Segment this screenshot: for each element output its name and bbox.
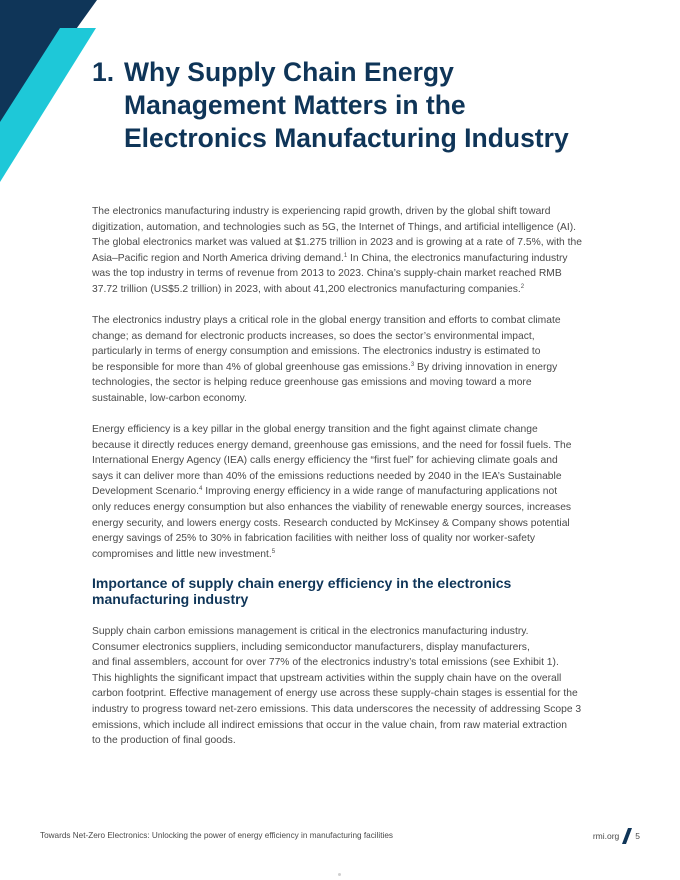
text-line: The global electronics market was valued at $1.275 trillion in 2023 and is growing at a rate of 7.5%, with the [92,237,582,249]
section-subheading [92,575,592,607]
text-line: emissions, which include all indirect emissions that occur in the value chain, from raw material extraction [92,719,568,731]
footnote-ref[interactable]: 4 [199,486,203,493]
text-line: Development Scenario.$^4$ Improving energy efficiency in a wide range of manufacturing applications not [92,486,558,498]
text-line: because it directly reduces energy demand, greenhouse gas emissions, and the need for fossil fuels. The [92,439,572,451]
text-line: only reduces energy consumption but also enhances the viability of renewable energy sources, increases [92,501,572,513]
body-paragraph-3 [92,422,592,562]
body-paragraph-2 [92,313,592,407]
text-line: says it can deliver more than 40% of the emissions reductions needed by 2040 in the IEA’s Sustainable [92,470,562,482]
footer-site-link[interactable]: rmi.org [592,831,620,841]
text-line: industry to progress toward net-zero emissions. This data underscores the necessity of addressing Scope 3 [92,703,582,715]
text-line: carbon footprint. Effective management of energy use across these supply-chain stages is essential for the [92,688,578,700]
text-line: energy security, and lowers energy costs. Research conducted by McKinsey & Company shows potential [92,517,570,529]
footnote-ref[interactable]: 3 [410,361,415,368]
text-line: International Energy Agency (IEA) calls energy efficiency the “first fuel” for achieving climate goals and [92,455,558,467]
text-line: was the top industry in terms of revenue from 2013 to 2023. China’s supply-chain market reached RMB [92,268,562,280]
text-line: compromises and little new investment.$^5$ [92,548,276,560]
footer-report-title: Towards Net-Zero Electronics: Unlocking the power of energy efficiency in manufacturing facilities [40,831,393,840]
section-number: 1. [92,57,115,87]
body-paragraph-1 [92,204,592,298]
page-title [92,56,632,155]
text-line: digitization, automation, and technologies such as 5G, the Internet of Things, and artificial intelligence (AI). [92,221,577,233]
slash-divider-icon [622,828,632,844]
page-number: 5 [635,831,640,841]
subheading-line: Importance of supply chain energy efficiency in the electronics [92,575,512,591]
text-line: sustainable, low-carbon economy. [92,392,247,404]
text-line: The electronics industry plays a critical role in the global energy transition and efforts to combat climate [92,315,561,326]
text-line: be responsible for more than 4% of global greenhouse gas emissions.$^3$ By driving innovation in energy [92,361,558,373]
text-line: This highlights the significant impact that upstream activities within the supply chain have on the overall [92,672,562,684]
page-dot-indicator [338,873,341,876]
footer-page-info [593,829,640,843]
text-line: Consumer electronics suppliers, including semiconductor manufacturers, display manufacturers, [92,641,530,653]
text-line: The electronics manufacturing industry is experiencing rapid growth, driven by the global shift toward [92,206,551,217]
text-line: energy savings of 25% to 30% in fabrication facilities with neither loss of quality nor worker-safety [92,533,535,545]
text-line: and final assemblers, account for over 77% of the electronics industry’s total emissions (see Exhibit 1). [92,657,559,669]
title-line: Why Supply Chain Energy [124,57,454,87]
text-line: change; as demand for electronic products increases, so does the sector’s environmental impact, [92,330,535,342]
text-line: Energy efficiency is a key pillar in the global energy transition and the fight against climate change [92,424,538,435]
title-line: Management Matters in the [124,90,466,120]
footnote-ref[interactable]: 1 [343,252,348,259]
text-line: particularly in terms of energy consumption and emissions. The electronics industry is estimated to [92,346,541,358]
text-line: 37.72 trillion (US$5.2 trillion) in 2023, with about 41,200 electronics manufacturing companies.$^2$ [92,283,525,295]
footnote-ref[interactable]: 5 [271,548,276,555]
text-line: technologies, the sector is helping reduce greenhouse gas emissions and moving toward a more [92,377,532,389]
text-line: to the production of final goods. [92,735,236,747]
text-line: Supply chain carbon emissions management is critical in the electronics manufacturing industry. [92,626,529,637]
footnote-ref[interactable]: 2 [520,283,525,290]
body-paragraph-4 [92,624,592,749]
subheading-line: manufacturing industry [92,591,249,607]
title-line: Electronics Manufacturing Industry [124,123,569,153]
text-line: Asia–Pacific region and North America driving demand.$^1$ In China, the electronics manufacturing industry [92,252,568,264]
